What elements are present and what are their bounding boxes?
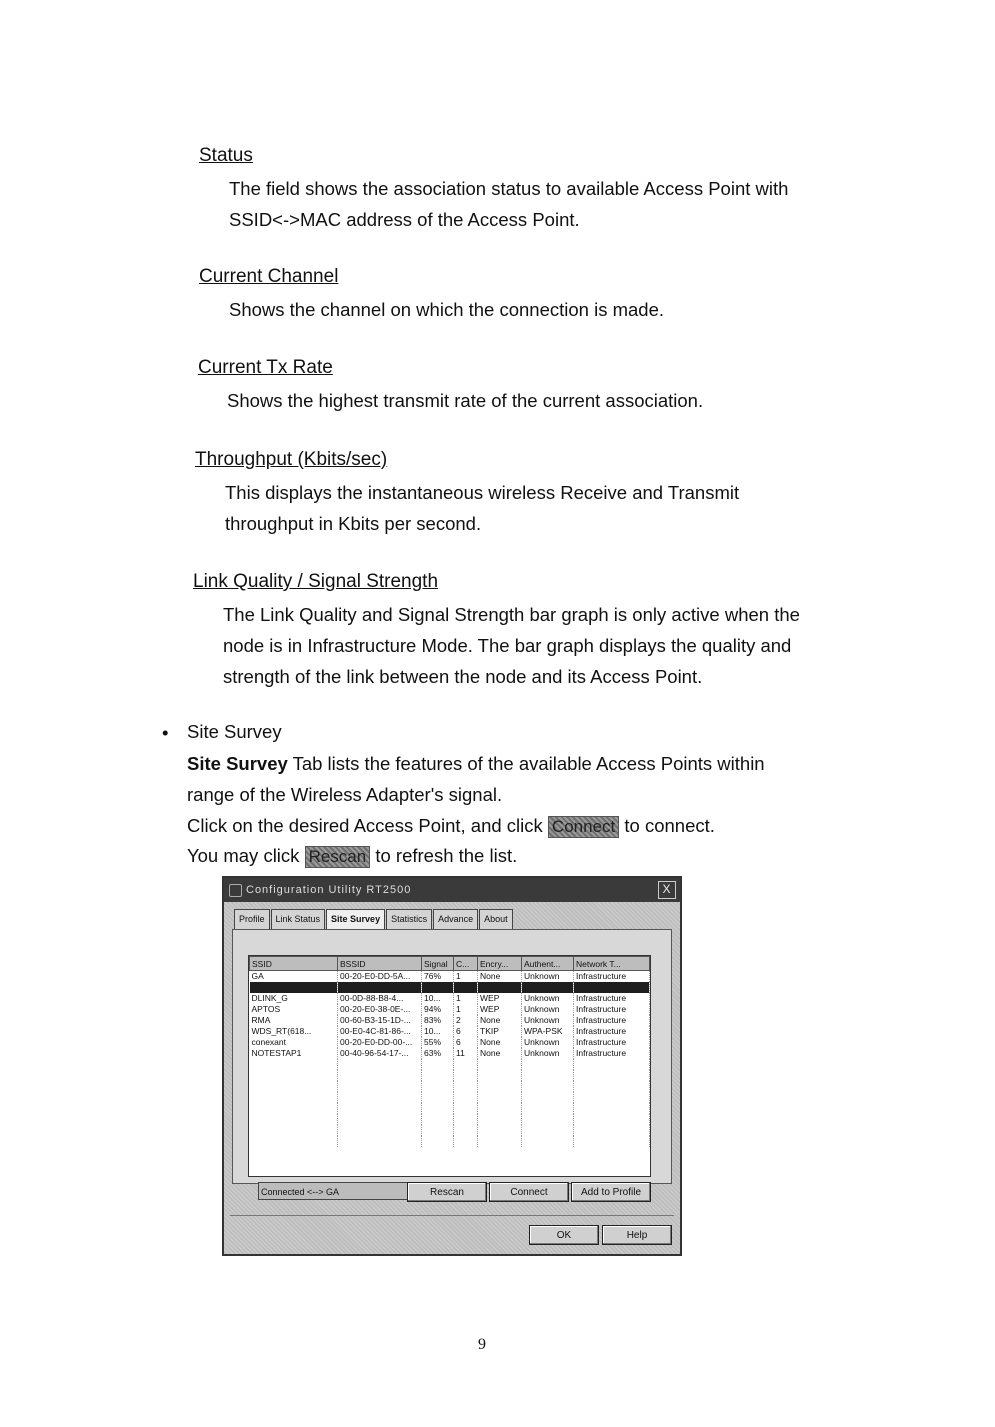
section-text-line: throughput in Kbits per second. — [225, 513, 482, 534]
table-cell: 10... — [422, 1026, 454, 1037]
table-cell: 83% — [422, 1015, 454, 1026]
section-text-line: The Link Quality and Signal Strength bar graph is only active when the — [223, 604, 800, 625]
table-cell — [522, 982, 574, 993]
table-cell: RMA — [250, 1015, 338, 1026]
table-cell: 11 — [454, 1048, 478, 1059]
section-text-line: strength of the link between the node and its Access Point. — [223, 666, 703, 687]
access-point-list[interactable] — [248, 955, 651, 1177]
window-titlebar — [224, 878, 680, 902]
table-cell: WDS_RT(618... — [250, 1026, 338, 1037]
table-cell: Infrastructure — [574, 1026, 650, 1037]
table-cell: None — [478, 1015, 522, 1026]
table-cell: 10... — [422, 993, 454, 1004]
table-cell — [422, 982, 454, 993]
column-header[interactable]: Network T... — [574, 957, 650, 971]
table-row[interactable] — [250, 971, 650, 983]
app-icon — [229, 884, 242, 897]
table-cell — [478, 982, 522, 993]
table-cell: 55% — [422, 1037, 454, 1048]
tab-profile[interactable]: Profile — [234, 909, 270, 929]
table-cell: 1 — [454, 993, 478, 1004]
table-cell — [574, 982, 650, 993]
table-cell: Unknown — [522, 993, 574, 1004]
section-heading: Throughput (Kbits/sec) — [195, 449, 388, 470]
column-header[interactable]: Authent... — [522, 957, 574, 971]
table-cell: 00-20-E0-DD-5A... — [338, 971, 422, 983]
column-header[interactable]: Encry... — [478, 957, 522, 971]
tab-statistics[interactable]: Statistics — [386, 909, 432, 929]
table-cell: DLINK_G — [250, 993, 338, 1004]
connect-button[interactable]: Connect — [489, 1182, 569, 1202]
help-button[interactable]: Help — [602, 1225, 672, 1245]
table-row[interactable] — [250, 1037, 650, 1048]
table-cell: WEP — [478, 1004, 522, 1015]
table-cell: None — [478, 1048, 522, 1059]
window-title: Configuration Utility RT2500 — [246, 884, 412, 896]
config-utility-window — [222, 876, 682, 1256]
table-cell: None — [478, 1037, 522, 1048]
table-cell: 1 — [454, 1004, 478, 1015]
table-cell: 6 — [454, 1026, 478, 1037]
section-text-line: Shows the channel on which the connection is made. — [229, 299, 665, 320]
section-heading: Link Quality / Signal Strength — [193, 571, 439, 592]
table-cell: 00-E0-4C-81-86-... — [338, 1026, 422, 1037]
table-cell: Infrastructure — [574, 993, 650, 1004]
section-heading: Status — [199, 145, 253, 166]
site-survey-line-1 — [187, 748, 765, 779]
column-header[interactable]: BSSID — [338, 957, 422, 971]
page-number: 9 — [478, 1336, 486, 1353]
table-cell: 00-20-E0-DD-00-... — [338, 1037, 422, 1048]
bullet-marker: • — [162, 722, 169, 743]
section-heading: Current Channel — [199, 266, 339, 287]
table-cell: Infrastructure — [574, 971, 650, 983]
line-4-post: to refresh the list. — [370, 845, 518, 866]
table-cell: Unknown — [522, 1004, 574, 1015]
section-heading: Current Tx Rate — [198, 357, 333, 378]
connection-status-field: Connected <--> GA — [258, 1182, 408, 1200]
table-cell: Unknown — [522, 1015, 574, 1026]
tab-link-status[interactable]: Link Status — [271, 909, 326, 929]
close-icon[interactable]: X — [658, 881, 676, 899]
table-cell: 00-20-E0-38-0E-... — [338, 1004, 422, 1015]
tab-strip — [234, 909, 514, 929]
section-text-line: This displays the instantaneous wireless Receive and Transmit — [225, 482, 740, 503]
table-cell: Infrastructure — [574, 1037, 650, 1048]
table-cell: GA — [250, 971, 338, 983]
table-cell: 00-40-96-54-17-... — [338, 1048, 422, 1059]
section-text-line: Shows the highest transmit rate of the current association. — [227, 390, 704, 411]
section-text-line: node is in Infrastructure Mode. The bar graph displays the quality and — [223, 635, 792, 656]
table-cell: Infrastructure — [574, 1004, 650, 1015]
site-survey-line-1-rest: Tab lists the features of the available Access Points within — [287, 753, 765, 774]
table-cell: TKIP — [478, 1026, 522, 1037]
site-survey-bold: Site Survey — [187, 753, 288, 774]
tab-about[interactable]: About — [479, 909, 513, 929]
inline-connect-button: Connect — [548, 816, 619, 838]
table-cell: 2 — [454, 1015, 478, 1026]
table-cell: None — [478, 971, 522, 983]
inline-rescan-button: Rescan — [305, 846, 371, 868]
ok-button[interactable]: OK — [529, 1225, 599, 1245]
table-row[interactable] — [250, 993, 650, 1004]
section-text-line: SSID<->MAC address of the Access Point. — [229, 209, 580, 230]
table-row[interactable] — [250, 1048, 650, 1059]
table-cell: 00-60-B3-15-1D-... — [338, 1015, 422, 1026]
site-survey-line-4 — [187, 840, 517, 871]
table-cell: 00-0D-88-B8-4... — [338, 993, 422, 1004]
table-cell: WEP — [478, 993, 522, 1004]
table-cell: Unknown — [522, 1037, 574, 1048]
table-cell: Unknown — [522, 971, 574, 983]
table-cell — [250, 982, 338, 993]
table-cell — [454, 982, 478, 993]
table-cell — [338, 982, 422, 993]
section-text-line: The field shows the association status to available Access Point with — [229, 178, 789, 199]
table-row[interactable] — [250, 1015, 650, 1026]
line-4-pre: You may click — [187, 845, 305, 866]
table-cell: conexant — [250, 1037, 338, 1048]
table-cell: Infrastructure — [574, 1015, 650, 1026]
line-3-pre: Click on the desired Access Point, and click — [187, 815, 548, 836]
line-3-post: to connect. — [619, 815, 715, 836]
table-cell: APTOS — [250, 1004, 338, 1015]
rescan-button[interactable]: Rescan — [407, 1182, 487, 1202]
tab-site-survey[interactable]: Site Survey — [326, 909, 385, 929]
column-header[interactable]: Signal — [422, 957, 454, 971]
table-cell: 76% — [422, 971, 454, 983]
table-cell: 6 — [454, 1037, 478, 1048]
table-row[interactable] — [250, 982, 650, 993]
table-cell: NOTESTAP1 — [250, 1048, 338, 1059]
table-cell: 1 — [454, 971, 478, 983]
table-cell: WPA-PSK — [522, 1026, 574, 1037]
site-survey-line-3 — [187, 810, 715, 841]
column-header[interactable]: SSID — [250, 957, 338, 971]
table-cell: Infrastructure — [574, 1048, 650, 1059]
table-row[interactable] — [250, 1004, 650, 1015]
add-to-profile-button[interactable]: Add to Profile — [571, 1182, 651, 1202]
bullet-title: Site Survey — [187, 721, 282, 742]
table-cell: 94% — [422, 1004, 454, 1015]
site-survey-line-2: range of the Wireless Adapter's signal. — [187, 784, 503, 805]
divider — [230, 1215, 674, 1216]
table-cell: Unknown — [522, 1048, 574, 1059]
tab-advance[interactable]: Advance — [433, 909, 478, 929]
table-row[interactable] — [250, 1026, 650, 1037]
column-header[interactable]: C... — [454, 957, 478, 971]
table-cell: 63% — [422, 1048, 454, 1059]
